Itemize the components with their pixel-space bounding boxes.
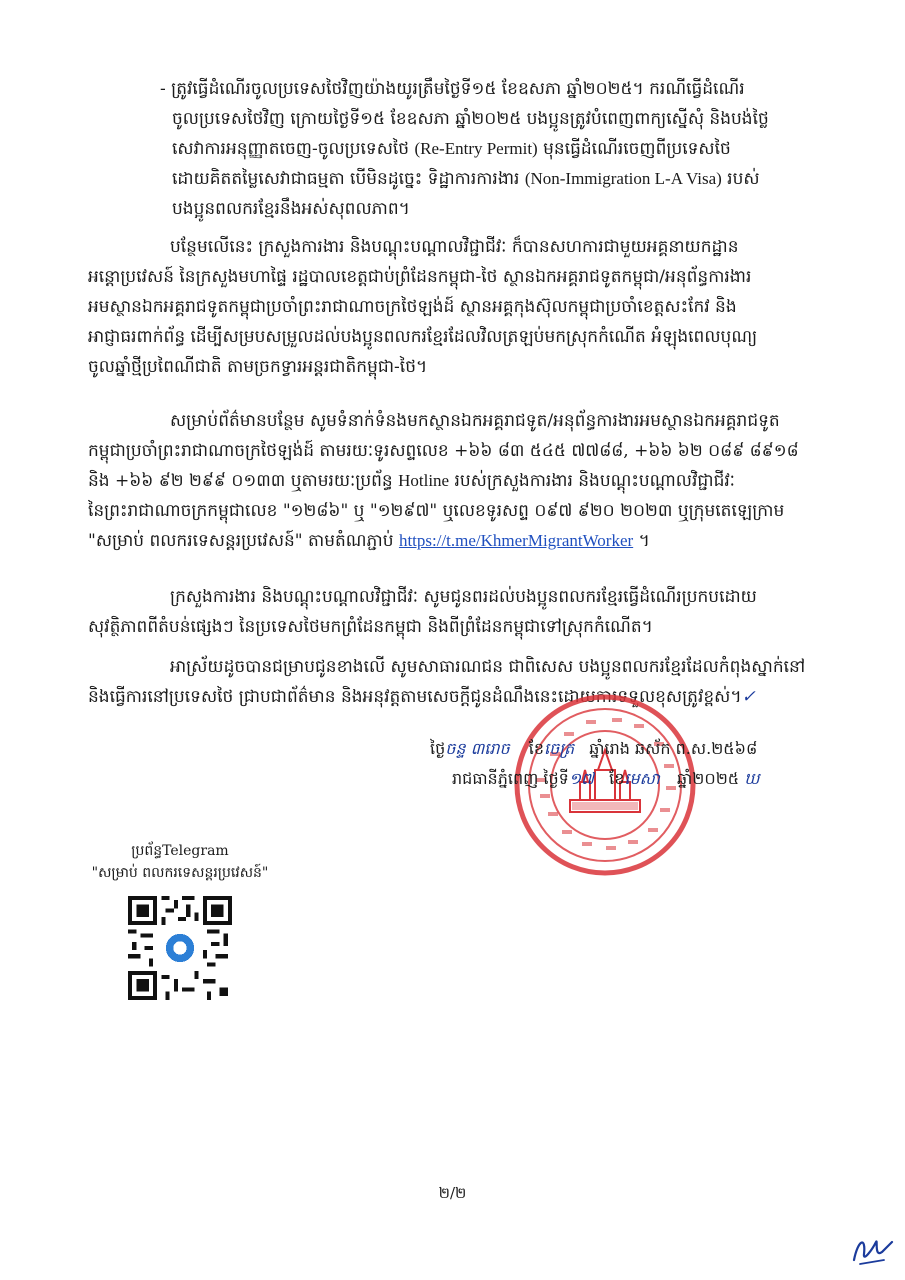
text-line: - ត្រូវធ្វើដំណើរចូលប្រទេសថៃវិញយ៉ាងយូរត្រឹមថ្ងៃទី១៥ ខែឧសភា ឆ្នាំ២០២៥។ ករណីធ្វើដំណើរ <box>160 79 745 99</box>
paragraph-cooperation <box>88 232 860 382</box>
text-segment: និងធ្វើការនៅប្រទេសថៃ ជ្រាបជាព័ត៌មាន និងអនុវត្តតាមសេចក្តីជូនដំណឹងនេះដោយការទទួលខុសត្រូវខ្ពស់។ <box>88 687 742 707</box>
page-number: ២/២ <box>438 1184 467 1202</box>
gregorian-month-handwritten: មេសា <box>624 769 660 788</box>
text-segment: និង +៦៦ ៩២ ២៩៩ ០១៣៣ ឬតាមរយៈប្រព័ន្ធ <box>88 471 399 491</box>
text-line <box>88 682 860 712</box>
text-segment: មុនធ្វើដំណើរចេញពីប្រទេសថៃ <box>537 139 731 159</box>
text-line: ក្រសួងការងារ និងបណ្តុះបណ្តាលវិជ្ជាជីវៈ សូមជូនពរដល់បងប្អូនពលករខ្មែរធ្វើដំណើរប្រកបដោយ <box>170 587 757 607</box>
telegram-link[interactable]: https://t.me/KhmerMigrantWorker <box>398 531 634 550</box>
telegram-qr-code[interactable] <box>128 896 232 1000</box>
text-segment: "សម្រាប់ ពលករទេសន្តរប្រវេសន៍" តាមតំណភ្ជាប់ <box>88 531 399 551</box>
text-line: នៃព្រះរាជាណាចក្រកម្ពុជាលេខ "១២៨៦" ឬ "១២៩៧" ឬលេខទូរសព្ទ ០៩៧ ៩២០ ២០២៣ ឬក្រុមតេឡេក្រាម <box>88 501 785 521</box>
lunar-month-handwritten: ចេត្រ <box>544 739 575 758</box>
text-segment: ។ <box>633 531 650 551</box>
gregorian-day-handwritten: ១៧ <box>568 769 595 788</box>
text-line: អន្តោប្រវេសន៍ នៃក្រសួងមហាផ្ទៃ រដ្ឋបាលខេត្តជាប់ព្រំដែនកម្ពុជា-ថៃ ស្ថានឯកអគ្គរាជទូតកម្ពុជា/អនុព័ន្ធការងារ <box>88 267 752 287</box>
lunar-day-handwritten: ចន្ទ ៣រោច <box>445 739 510 758</box>
handwritten-initial: ✓ <box>741 687 756 707</box>
re-entry-permit-term: (Re-Entry Permit) <box>414 139 538 158</box>
greg-month-label: ខែ <box>609 769 625 788</box>
hotline-term: Hotline <box>398 471 450 490</box>
text-line: សុវត្ថិភាពពីតំបន់ផ្សេងៗ នៃប្រទេសថៃមកព្រំដែនកម្ពុជា និងពីព្រំដែនកម្ពុជាទៅស្រុកកំណើត។ <box>88 617 653 637</box>
telegram-label: ប្រព័ន្ធTelegram <box>131 843 229 859</box>
telegram-block <box>80 840 280 884</box>
paragraph-reentry <box>160 74 860 224</box>
gregorian-date-line <box>452 764 852 794</box>
telegram-channel-name: "សម្រាប់ ពលករទេសន្តរប្រវេសន៍" <box>91 865 269 881</box>
text-segment: របស់ក្រសួងការងារ និងបណ្តុះបណ្តាលវិជ្ជាជីវៈ <box>449 471 735 491</box>
paragraph-wishes <box>88 582 860 642</box>
text-line <box>88 526 860 556</box>
greg-year-text: ឆ្នាំ២០២៥ <box>677 769 740 788</box>
text-line: ចូលប្រទេសថៃវិញ ក្រោយថ្ងៃទី១៥ ខែឧសភា ឆ្នាំ២០២៥ បងប្អូនត្រូវបំពេញពាក្យស្នើសុំ និងបង់ថ្លៃ <box>172 109 769 129</box>
text-segment: របស់ <box>721 169 760 189</box>
text-line: បន្ថែមលើនេះ ក្រសួងការងារ និងបណ្តុះបណ្តាលវិជ្ជាជីវៈ ក៏បានសហការជាមួយអគ្គនាយកដ្ឋាន <box>170 237 739 257</box>
lunar-year-text: ឆ្នាំរោង ឆស័ក ព.ស.២៥៦៨ <box>589 739 758 758</box>
text-line <box>160 164 860 194</box>
text-line: អមស្ថានឯកអគ្គរាជទូតកម្ពុជាប្រចាំព្រះរាជាណាចក្រថៃឡង់ដ៍ ស្ថានអគ្គកុងស៊ុលកម្ពុជាប្រចាំខេត្តសះកែវ និង <box>88 297 737 317</box>
text-line <box>88 466 860 496</box>
text-line: អាជ្ញាធរពាក់ព័ន្ធ ដើម្បីសម្របសម្រួលដល់បងប្អូនពលករខ្មែរដែលវិលត្រឡប់មកស្រុកកំណើត អំឡុងពេលបុណ្យ <box>88 327 758 347</box>
lunar-day-prefix: ថ្ងៃ <box>430 739 446 758</box>
text-line: សម្រាប់ព័ត៌មានបន្ថែម សូមទំនាក់ទំនងមកស្ថានឯកអគ្គរាជទូត/អនុព័ន្ធការងារអមស្ថានឯកអគ្គរាជទូត <box>170 411 780 431</box>
paragraph-contacts <box>88 406 860 556</box>
handwritten-initial-date: ឃ <box>744 769 760 788</box>
text-segment: ដោយគិតតម្លៃសេវាជាធម្មតា បើមិនដូច្នេះ ទិដ្ឋាការការងារ <box>172 169 525 189</box>
text-line: បងប្អូនពលករខ្មែរនឹងអស់សុពលភាព។ <box>172 199 410 219</box>
lunar-date-line <box>430 734 850 764</box>
text-line: អាស្រ័យដូចបានជម្រាបជូនខាងលើ សូមសាធារណជន ជាពិសេស បងប្អូនពលករខ្មែរដែលកំពុងស្នាក់នៅ <box>170 657 806 677</box>
paragraph-conclusion <box>88 652 860 712</box>
corner-initial-mark <box>846 1230 896 1270</box>
text-segment: សេវាការអនុញ្ញាតចេញ-ចូលប្រទេសថៃ <box>172 139 415 159</box>
text-line: ចូលឆ្នាំថ្មីប្រពៃណីជាតិ តាមច្រកទ្វារអន្តរជាតិកម្ពុជា-ថៃ។ <box>88 357 428 377</box>
month-label: ខែ <box>528 739 545 758</box>
visa-term: (Non-Immigration L-A Visa) <box>524 169 722 188</box>
text-line <box>160 134 860 164</box>
place-prefix: រាជធានីភ្នំពេញ ថ្ងៃទី <box>452 769 569 788</box>
text-line: កម្ពុជាប្រចាំព្រះរាជាណាចក្រថៃឡង់ដ៍ តាមរយៈទូរសព្ទលេខ +៦៦ ៨៣ ៥៤៥ ៧៧៨៨, +៦៦ ៦២ ០៨៩ ៨៩១៨ <box>88 441 799 461</box>
